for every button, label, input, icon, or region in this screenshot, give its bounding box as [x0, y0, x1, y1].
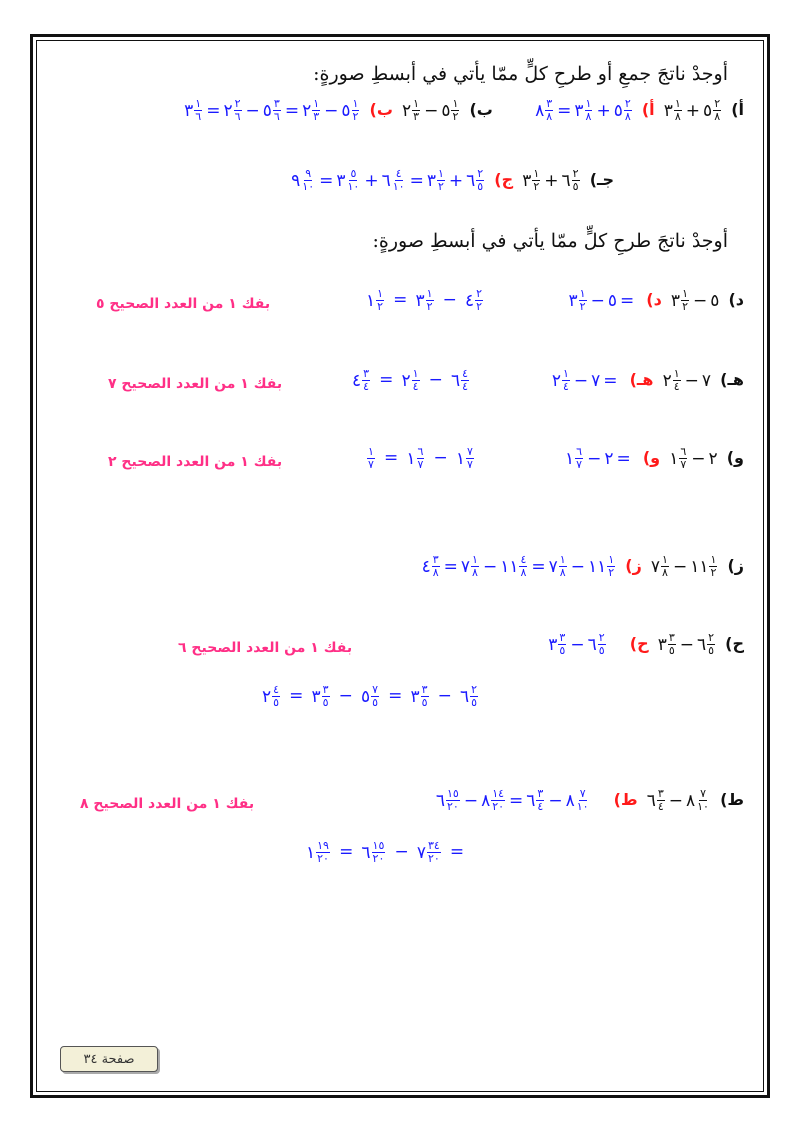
question-h2: ٣ ٣ ٥ − ٦ ٢ ٥	[657, 631, 715, 657]
solution-t: ٦ ١٥ ٢٠ − ٨ ١٤ ٢٠ = ٦ ٣ ٤ − ٨ ٧ ١٠	[435, 787, 589, 813]
question-t: ٦ ٣ ٤ − ٨ ٧ ١٠	[646, 787, 709, 813]
question-a: ٣ ١ ٨ + ٥ ٢ ٨	[663, 97, 721, 123]
answer-label-h: هـ)	[629, 370, 654, 389]
answer-label-a: أ)	[641, 100, 655, 119]
answer-label-h2: ح)	[629, 634, 649, 653]
question-h: ٢ ١ ٤ − ٧	[662, 367, 712, 393]
solution-b: ٣ ١ ٦ = ٢ ٢ ٦ − ٥ ٣ ٦ = ٢ ١ ٣ − ٥ ١ ٢	[184, 97, 359, 123]
solution-a: ٨ ٣ ٨ = ٣ ١ ٨ + ٥ ٢ ٨	[535, 97, 631, 123]
row-z	[422, 554, 748, 579]
label-b: ب)	[469, 100, 493, 119]
solution-d: ٣ ١ ٢ − ٥ =	[568, 287, 635, 313]
solution-z: ٤ ٣ ٨ = ٧ ١ ٨ − ١١ ٤ ٨ = ٧ ١ ٨ − ١١ ١ ٢	[421, 553, 615, 579]
label-d: د)	[728, 290, 744, 309]
row-d	[569, 288, 749, 313]
page-number-badge: صفحة ٣٤	[60, 1046, 158, 1072]
note-h: بفك ١ من العدد الصحيح ٧	[108, 376, 283, 392]
solution-h-result: ٤ ٣ ٤ = ٢ ١ ٤ − ٦ ٤ ٤	[352, 367, 469, 393]
solution-h2-line2: ٢ ٤ ٥ = ٣ ٣ ٥ − ٥ ٧ ٥ = ٣ ٣ ٥ − ٦ ٢ ٥	[262, 683, 478, 709]
label-t: ط)	[720, 790, 744, 809]
row-h	[552, 368, 748, 393]
solution-t-line2: ١ ١٩ ٢٠ = ٦ ١٥ ٢٠ − ٧ ٣٤ ٢٠ =	[306, 839, 465, 865]
answer-label-j: ج)	[494, 170, 514, 189]
note-h2: بفك ١ من العدد الصحيح ٦	[178, 640, 353, 656]
note-d: بفك ١ من العدد الصحيح ٥	[96, 296, 271, 312]
question-z: ٧ ١ ٨ − ١١ ١ ٢	[650, 553, 717, 579]
answer-label-z: ز)	[625, 556, 642, 575]
question-j: ٣ ١ ٢ + ٦ ٢ ٥	[522, 167, 579, 193]
mixed-number: ٥ ٢ ٨	[703, 97, 721, 123]
row-a-b	[184, 98, 748, 123]
solution-w: ١ ٦ ٧ − ٢ =	[565, 445, 631, 471]
solution-w-result: ١ ٧ = ١ ٦ ٧ − ١ ٧ ٧	[368, 445, 473, 471]
answer-label-w: و)	[642, 448, 661, 467]
note-w: بفك ١ من العدد الصحيح ٢	[108, 454, 283, 470]
label-w: و)	[726, 448, 744, 467]
solution-d-result: ١ ١ ٢ = ٣ ١ ٢ − ٤ ٢ ٢	[366, 287, 483, 313]
heading-subtract: أوجدْ ناتجَ طرحِ كلٍّ ممّا يأتي في أبسطِ صورةٍ:	[372, 230, 728, 252]
question-d: ٣ ١ ٢ − ٥	[670, 287, 720, 313]
label-h2: ح)	[725, 634, 744, 653]
solution-h2: ٣ ٣ ٥ − ٦ ٢ ٥	[548, 631, 605, 657]
mixed-number: ٣ ١ ٨	[663, 97, 681, 123]
note-t: بفك ١ من العدد الصحيح ٨	[80, 796, 255, 812]
row-w	[565, 446, 748, 471]
label-h: هـ)	[720, 370, 744, 389]
label-z: ز)	[727, 556, 744, 575]
row-t	[436, 788, 748, 813]
solution-j: ٩ ٩ ١٠ = ٣ ٥ ١٠ + ٦ ٤ ١٠ = ٣ ١ ٢ + ٦ ٢ ٥	[291, 167, 484, 193]
label-j: جـ)	[589, 170, 614, 189]
row-j	[291, 168, 618, 193]
row-h2	[548, 632, 748, 657]
question-w: ١ ٦ ٧ − ٢	[669, 445, 718, 471]
answer-label-b: ب)	[369, 100, 393, 119]
solution-h: ٢ ١ ٤ − ٧ =	[551, 367, 618, 393]
answer-label-t: ط)	[613, 790, 638, 809]
label-a: أ)	[731, 100, 744, 119]
answer-label-d: د)	[646, 290, 662, 309]
question-b: ٢ ١ ٣ − ٥ ١ ٢	[402, 97, 459, 123]
heading-add-subtract: أوجدْ ناتجَ جمعِ أو طرحِ كلٍّ ممّا يأتي في أبسطِ صورةٍ:	[313, 63, 728, 85]
